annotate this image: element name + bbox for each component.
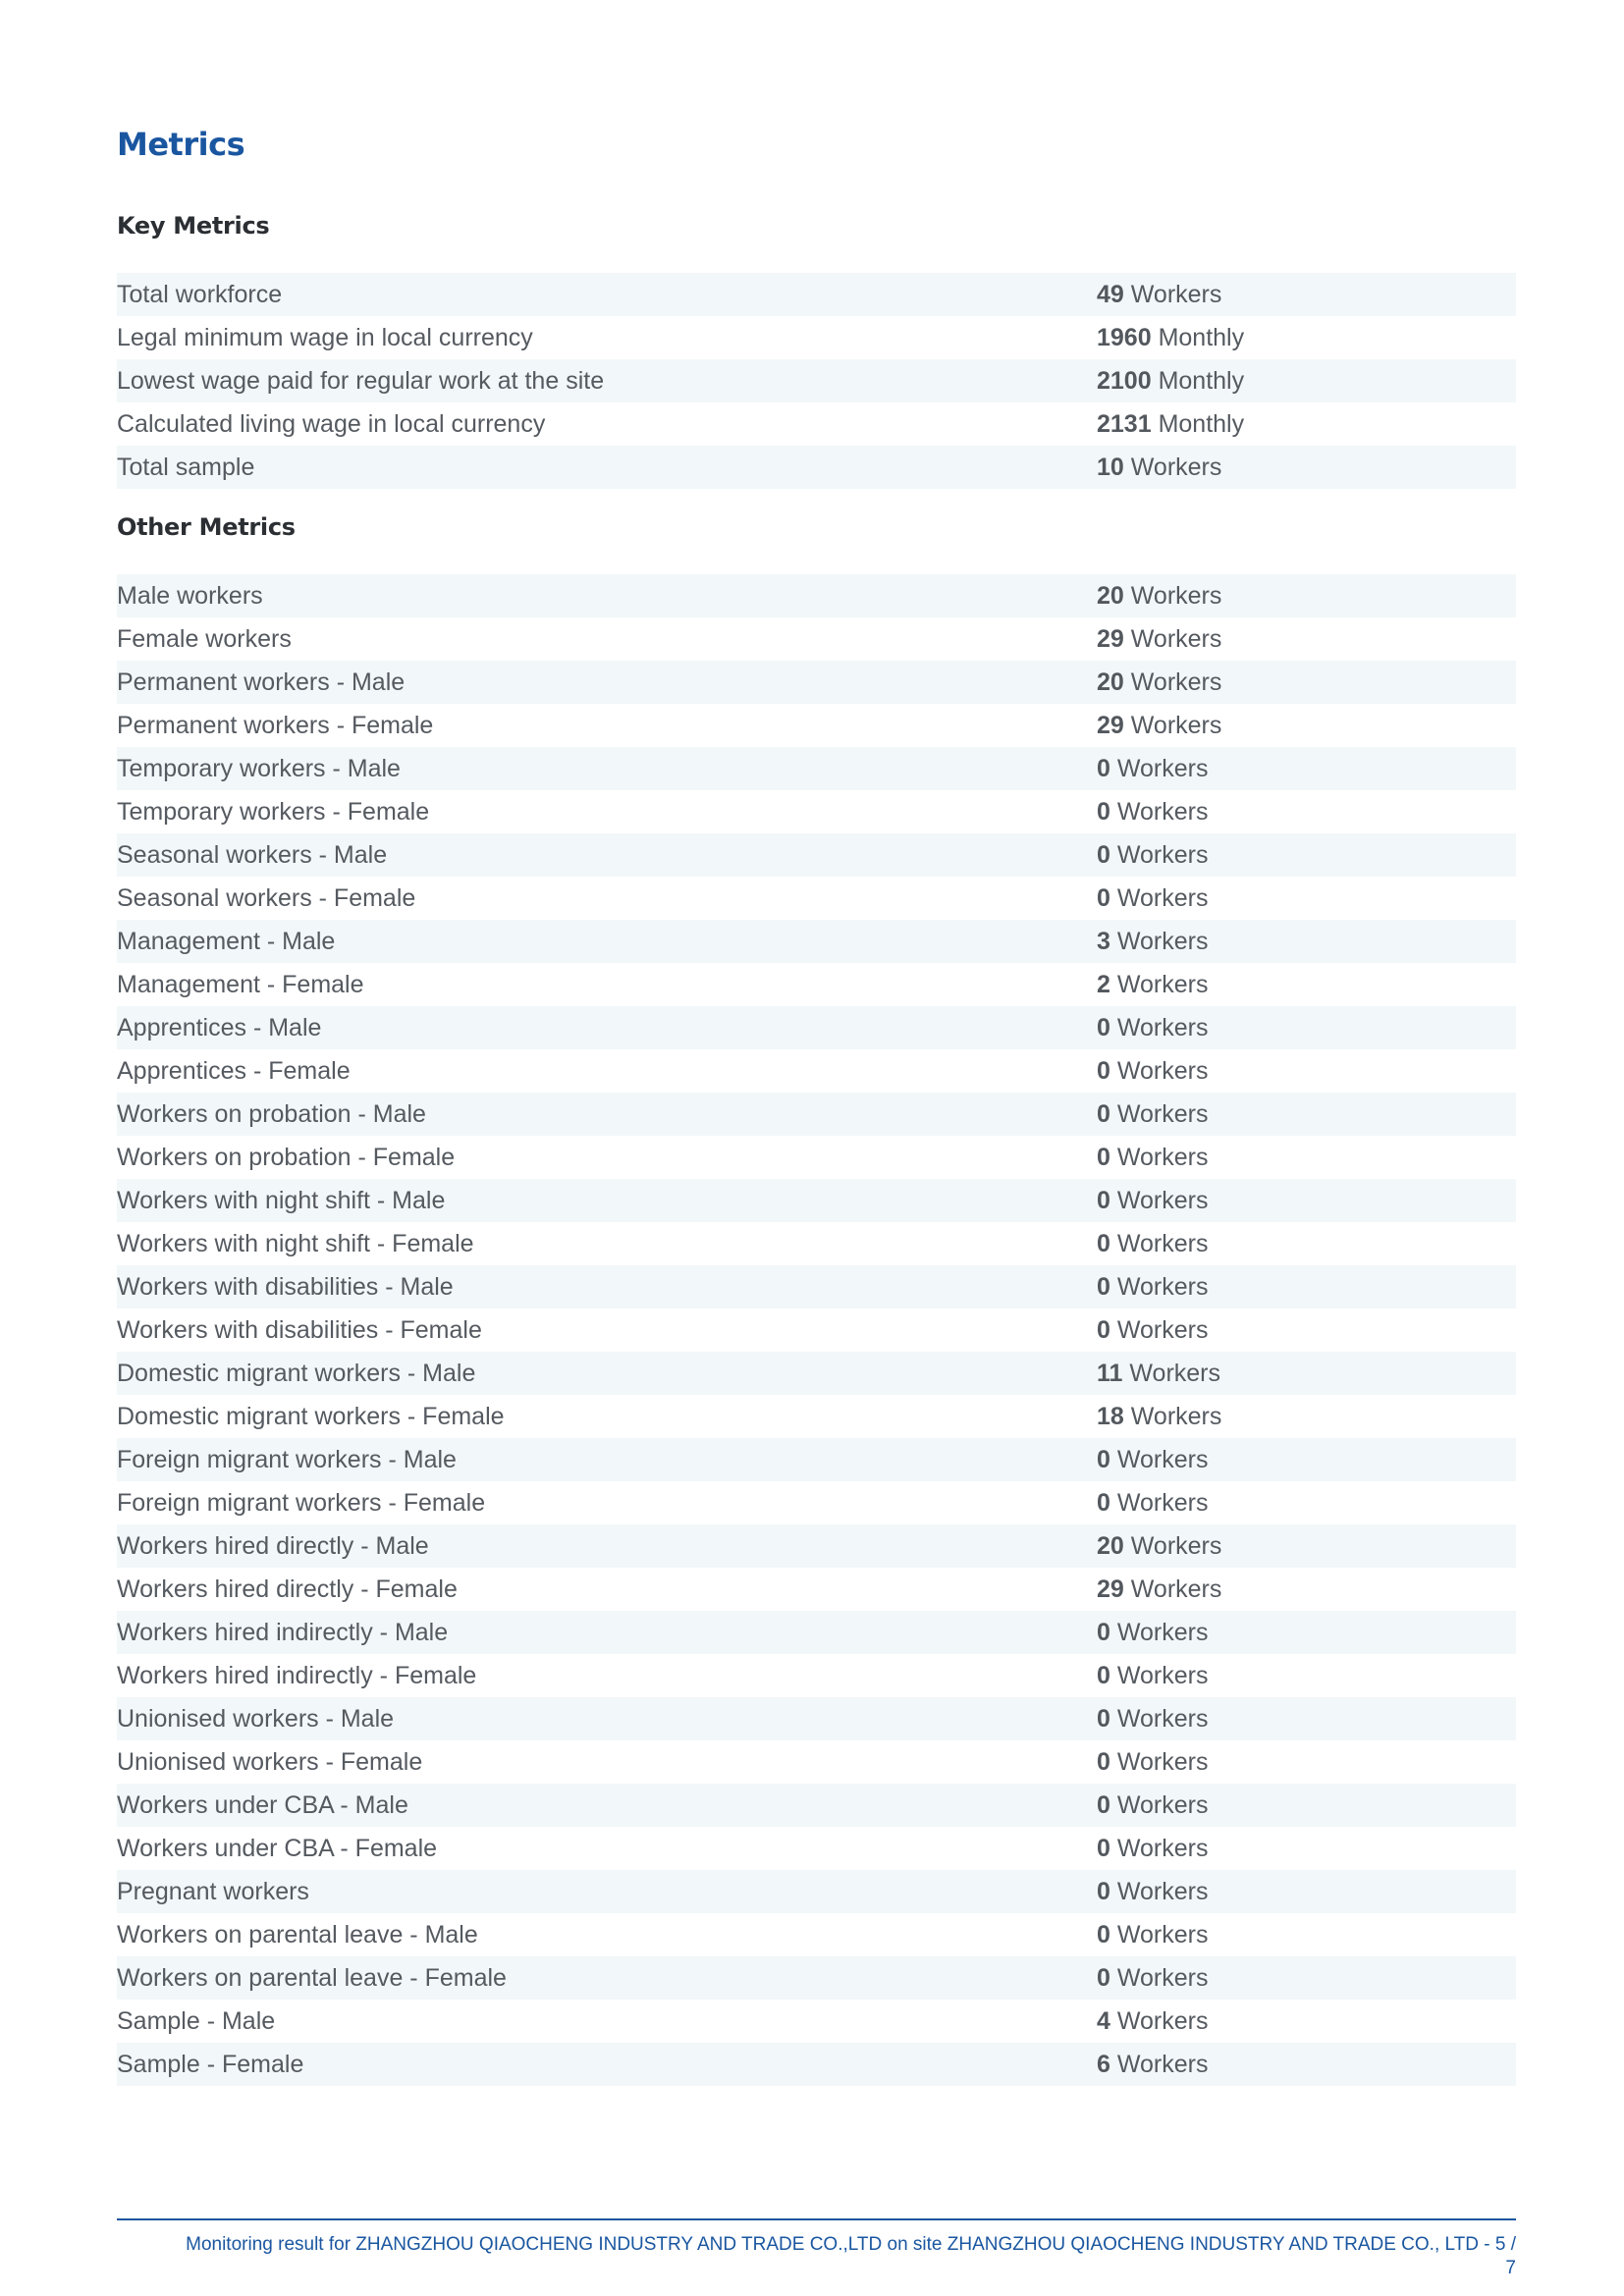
metric-row xyxy=(117,1136,1516,1179)
metric-number: 0 xyxy=(1097,1662,1110,1689)
metric-number: 11 xyxy=(1097,1360,1123,1387)
metric-unit: Workers xyxy=(1116,1705,1209,1733)
metric-number: 0 xyxy=(1097,1100,1110,1128)
metric-label: Workers hired directly - Female xyxy=(117,1575,458,1603)
metric-label: Domestic migrant workers - Male xyxy=(117,1360,476,1387)
metric-number: 0 xyxy=(1097,1835,1110,1862)
metric-unit: Workers xyxy=(1116,755,1209,782)
metric-row xyxy=(117,1611,1516,1654)
metric-unit: Workers xyxy=(1130,582,1222,610)
metric-value xyxy=(1097,1438,1208,1481)
footer-line-2: 7 xyxy=(1505,2258,1516,2278)
metric-label: Female workers xyxy=(117,625,292,653)
metric-row xyxy=(117,1870,1516,1913)
metric-label: Sample - Female xyxy=(117,2051,304,2078)
metric-row xyxy=(117,446,1516,489)
metric-value xyxy=(1097,1913,1208,1956)
metric-unit: Workers xyxy=(1116,1748,1209,1776)
metric-label: Total workforce xyxy=(117,281,283,308)
metric-label: Seasonal workers - Male xyxy=(117,841,388,869)
metric-label: Permanent workers - Male xyxy=(117,668,406,696)
metric-unit: Workers xyxy=(1116,1316,1209,1344)
footer-line-1: Monitoring result for ZHANGZHOU QIAOCHENG INDUSTRY AND TRADE CO.,LTD on site ZHANGZHOU QIAOCHENG INDUSTRY AND TRADE CO., LTD - 5 / xyxy=(186,2234,1516,2255)
metric-unit: Workers xyxy=(1116,1273,1209,1301)
metric-number: 0 xyxy=(1097,1187,1110,1214)
metric-number: 20 xyxy=(1097,582,1124,610)
metric-unit: Workers xyxy=(1116,1619,1209,1646)
metric-number: 18 xyxy=(1097,1403,1124,1430)
metric-value xyxy=(1097,704,1221,747)
metric-value xyxy=(1097,1784,1208,1827)
metric-label: Lowest wage paid for regular work at the site xyxy=(117,367,605,395)
metric-unit: Workers xyxy=(1116,928,1209,955)
metric-unit: Workers xyxy=(1116,1964,1209,1992)
metric-number: 0 xyxy=(1097,798,1110,826)
metric-label: Workers hired indirectly - Male xyxy=(117,1619,449,1646)
metric-number: 0 xyxy=(1097,884,1110,912)
metric-number: 20 xyxy=(1097,1532,1124,1560)
metric-row xyxy=(117,1654,1516,1697)
metric-row xyxy=(117,1093,1516,1136)
metric-label: Workers on parental leave - Male xyxy=(117,1921,478,1949)
metric-label: Legal minimum wage in local currency xyxy=(117,324,533,351)
metric-value xyxy=(1097,1352,1220,1395)
metric-row xyxy=(117,1956,1516,2000)
metric-label: Permanent workers - Female xyxy=(117,712,434,739)
metric-unit: Workers xyxy=(1130,454,1222,481)
metric-value xyxy=(1097,1611,1208,1654)
metric-row xyxy=(117,1006,1516,1049)
metric-label: Apprentices - Male xyxy=(117,1014,322,1041)
metric-value xyxy=(1097,747,1208,790)
metric-value xyxy=(1097,1222,1208,1265)
metric-number: 0 xyxy=(1097,1705,1110,1733)
metric-number: 0 xyxy=(1097,755,1110,782)
metric-unit: Workers xyxy=(1130,281,1222,308)
metric-number: 0 xyxy=(1097,1014,1110,1041)
metric-number: 49 xyxy=(1097,281,1124,308)
metric-label: Workers hired directly - Male xyxy=(117,1532,429,1560)
metric-label: Temporary workers - Female xyxy=(117,798,430,826)
metric-row xyxy=(117,833,1516,877)
footer-divider xyxy=(117,2218,1516,2220)
metric-unit: Workers xyxy=(1116,1835,1209,1862)
metric-row xyxy=(117,1740,1516,1784)
metric-value xyxy=(1097,1654,1208,1697)
metric-row xyxy=(117,704,1516,747)
metric-number: 6 xyxy=(1097,2051,1110,2078)
metric-row xyxy=(117,1827,1516,1870)
metric-row xyxy=(117,1049,1516,1093)
metric-label: Workers under CBA - Male xyxy=(117,1791,408,1819)
key-metrics-heading: Key Metrics xyxy=(117,212,270,240)
metric-row xyxy=(117,1308,1516,1352)
metric-row xyxy=(117,963,1516,1006)
metric-label: Total sample xyxy=(117,454,255,481)
metric-row xyxy=(117,1481,1516,1524)
metric-number: 29 xyxy=(1097,1575,1124,1603)
metric-row xyxy=(117,273,1516,316)
metric-value xyxy=(1097,790,1208,833)
metric-value xyxy=(1097,877,1208,920)
metric-row xyxy=(117,574,1516,617)
metric-value xyxy=(1097,402,1244,446)
metric-label: Management - Female xyxy=(117,971,364,998)
metric-value xyxy=(1097,1697,1208,1740)
metric-unit: Workers xyxy=(1116,1921,1209,1949)
metric-label: Unionised workers - Female xyxy=(117,1748,423,1776)
metric-row xyxy=(117,1395,1516,1438)
metric-label: Pregnant workers xyxy=(117,1878,309,1905)
metric-row xyxy=(117,747,1516,790)
metric-unit: Workers xyxy=(1130,1575,1222,1603)
other-metrics-table xyxy=(117,574,1516,2086)
metric-row xyxy=(117,359,1516,402)
metric-unit: Workers xyxy=(1129,1360,1220,1387)
metric-row xyxy=(117,402,1516,446)
metric-number: 0 xyxy=(1097,1230,1110,1257)
metric-label: Foreign migrant workers - Female xyxy=(117,1489,486,1517)
metric-unit: Workers xyxy=(1116,971,1209,998)
metric-value xyxy=(1097,273,1221,316)
metric-label: Management - Male xyxy=(117,928,336,955)
metric-row xyxy=(117,1179,1516,1222)
metric-unit: Workers xyxy=(1116,1662,1209,1689)
metric-value xyxy=(1097,963,1208,1006)
metric-number: 0 xyxy=(1097,1273,1110,1301)
metric-value xyxy=(1097,1265,1208,1308)
metric-label: Temporary workers - Male xyxy=(117,755,401,782)
metric-number: 0 xyxy=(1097,1057,1110,1085)
metric-unit: Workers xyxy=(1116,1230,1209,1257)
metric-unit: Workers xyxy=(1130,1532,1222,1560)
metric-value xyxy=(1097,1827,1208,1870)
metric-unit: Workers xyxy=(1116,1446,1209,1473)
metric-row xyxy=(117,1438,1516,1481)
metric-label: Workers with disabilities - Female xyxy=(117,1316,482,1344)
metric-label: Apprentices - Female xyxy=(117,1057,351,1085)
metric-value xyxy=(1097,1870,1208,1913)
metric-number: 0 xyxy=(1097,1489,1110,1517)
metric-row xyxy=(117,1352,1516,1395)
metric-value xyxy=(1097,1395,1221,1438)
metric-value xyxy=(1097,1568,1221,1611)
metric-unit: Workers xyxy=(1130,712,1222,739)
metric-number: 0 xyxy=(1097,1878,1110,1905)
metric-value xyxy=(1097,1740,1208,1784)
metric-number: 29 xyxy=(1097,712,1124,739)
metric-value xyxy=(1097,316,1244,359)
metric-label: Seasonal workers - Female xyxy=(117,884,416,912)
metric-unit: Workers xyxy=(1130,668,1222,696)
metric-label: Domestic migrant workers - Female xyxy=(117,1403,505,1430)
metric-number: 0 xyxy=(1097,1748,1110,1776)
metric-number: 4 xyxy=(1097,2007,1110,2035)
metric-value xyxy=(1097,1524,1221,1568)
page-title: Metrics xyxy=(117,126,245,163)
metric-row xyxy=(117,1568,1516,1611)
metric-value xyxy=(1097,1006,1208,1049)
metric-label: Workers under CBA - Female xyxy=(117,1835,438,1862)
metric-row xyxy=(117,316,1516,359)
metric-label: Workers with night shift - Male xyxy=(117,1187,446,1214)
metric-unit: Monthly xyxy=(1158,324,1245,351)
metric-number: 0 xyxy=(1097,1964,1110,1992)
metric-unit: Monthly xyxy=(1158,410,1245,438)
metric-label: Workers on parental leave - Female xyxy=(117,1964,507,1992)
metric-unit: Workers xyxy=(1116,798,1209,826)
metric-unit: Workers xyxy=(1116,1100,1209,1128)
metric-label: Workers hired indirectly - Female xyxy=(117,1662,477,1689)
metric-value xyxy=(1097,617,1221,661)
metric-row xyxy=(117,790,1516,833)
metric-label: Workers with disabilities - Male xyxy=(117,1273,454,1301)
metric-unit: Monthly xyxy=(1158,367,1245,395)
metric-label: Calculated living wage in local currency xyxy=(117,410,546,438)
metric-unit: Workers xyxy=(1116,1878,1209,1905)
metric-unit: Workers xyxy=(1116,1791,1209,1819)
metric-number: 2100 xyxy=(1097,367,1152,395)
metric-unit: Workers xyxy=(1116,2051,1209,2078)
metric-unit: Workers xyxy=(1116,1057,1209,1085)
metric-number: 2 xyxy=(1097,971,1110,998)
metric-number: 0 xyxy=(1097,841,1110,869)
metric-number: 0 xyxy=(1097,1446,1110,1473)
metric-value xyxy=(1097,1093,1208,1136)
metric-value xyxy=(1097,574,1221,617)
metric-row xyxy=(117,877,1516,920)
metric-number: 29 xyxy=(1097,625,1124,653)
metric-value xyxy=(1097,1308,1208,1352)
metric-number: 1960 xyxy=(1097,324,1152,351)
metric-value xyxy=(1097,359,1244,402)
metric-unit: Workers xyxy=(1116,1187,1209,1214)
metric-label: Unionised workers - Male xyxy=(117,1705,395,1733)
metric-number: 0 xyxy=(1097,1921,1110,1949)
metric-label: Sample - Male xyxy=(117,2007,276,2035)
metric-unit: Workers xyxy=(1130,1403,1222,1430)
metric-value xyxy=(1097,2043,1208,2086)
metric-row xyxy=(117,2043,1516,2086)
metric-number: 0 xyxy=(1097,1619,1110,1646)
metric-number: 0 xyxy=(1097,1791,1110,1819)
metric-number: 3 xyxy=(1097,928,1110,955)
metric-unit: Workers xyxy=(1116,1144,1209,1171)
metric-number: 0 xyxy=(1097,1316,1110,1344)
metric-row xyxy=(117,2000,1516,2043)
metric-row xyxy=(117,1265,1516,1308)
metric-row xyxy=(117,1697,1516,1740)
metric-label: Male workers xyxy=(117,582,263,610)
metric-row xyxy=(117,1524,1516,1568)
metric-value xyxy=(1097,446,1221,489)
metric-number: 0 xyxy=(1097,1144,1110,1171)
page-footer xyxy=(117,2233,1516,2280)
metric-row xyxy=(117,1784,1516,1827)
metric-value xyxy=(1097,833,1208,877)
metric-unit: Workers xyxy=(1130,625,1222,653)
metric-unit: Workers xyxy=(1116,2007,1209,2035)
metric-value xyxy=(1097,661,1221,704)
metric-row xyxy=(117,617,1516,661)
metric-unit: Workers xyxy=(1116,1014,1209,1041)
metric-label: Workers with night shift - Female xyxy=(117,1230,474,1257)
metric-number: 20 xyxy=(1097,668,1124,696)
metric-value xyxy=(1097,920,1208,963)
metric-value xyxy=(1097,1049,1208,1093)
metric-value xyxy=(1097,1179,1208,1222)
key-metrics-table xyxy=(117,273,1516,489)
metric-value xyxy=(1097,1481,1208,1524)
metric-label: Workers on probation - Female xyxy=(117,1144,456,1171)
metric-label: Foreign migrant workers - Male xyxy=(117,1446,457,1473)
metric-value xyxy=(1097,1136,1208,1179)
metric-row xyxy=(117,1913,1516,1956)
metric-unit: Workers xyxy=(1116,841,1209,869)
metric-row xyxy=(117,920,1516,963)
metric-number: 2131 xyxy=(1097,410,1152,438)
metric-value xyxy=(1097,2000,1208,2043)
metric-row xyxy=(117,661,1516,704)
metric-unit: Workers xyxy=(1116,1489,1209,1517)
other-metrics-heading: Other Metrics xyxy=(117,513,296,541)
metric-row xyxy=(117,1222,1516,1265)
metric-label: Workers on probation - Male xyxy=(117,1100,426,1128)
metric-value xyxy=(1097,1956,1208,2000)
metric-number: 10 xyxy=(1097,454,1124,481)
metric-unit: Workers xyxy=(1116,884,1209,912)
